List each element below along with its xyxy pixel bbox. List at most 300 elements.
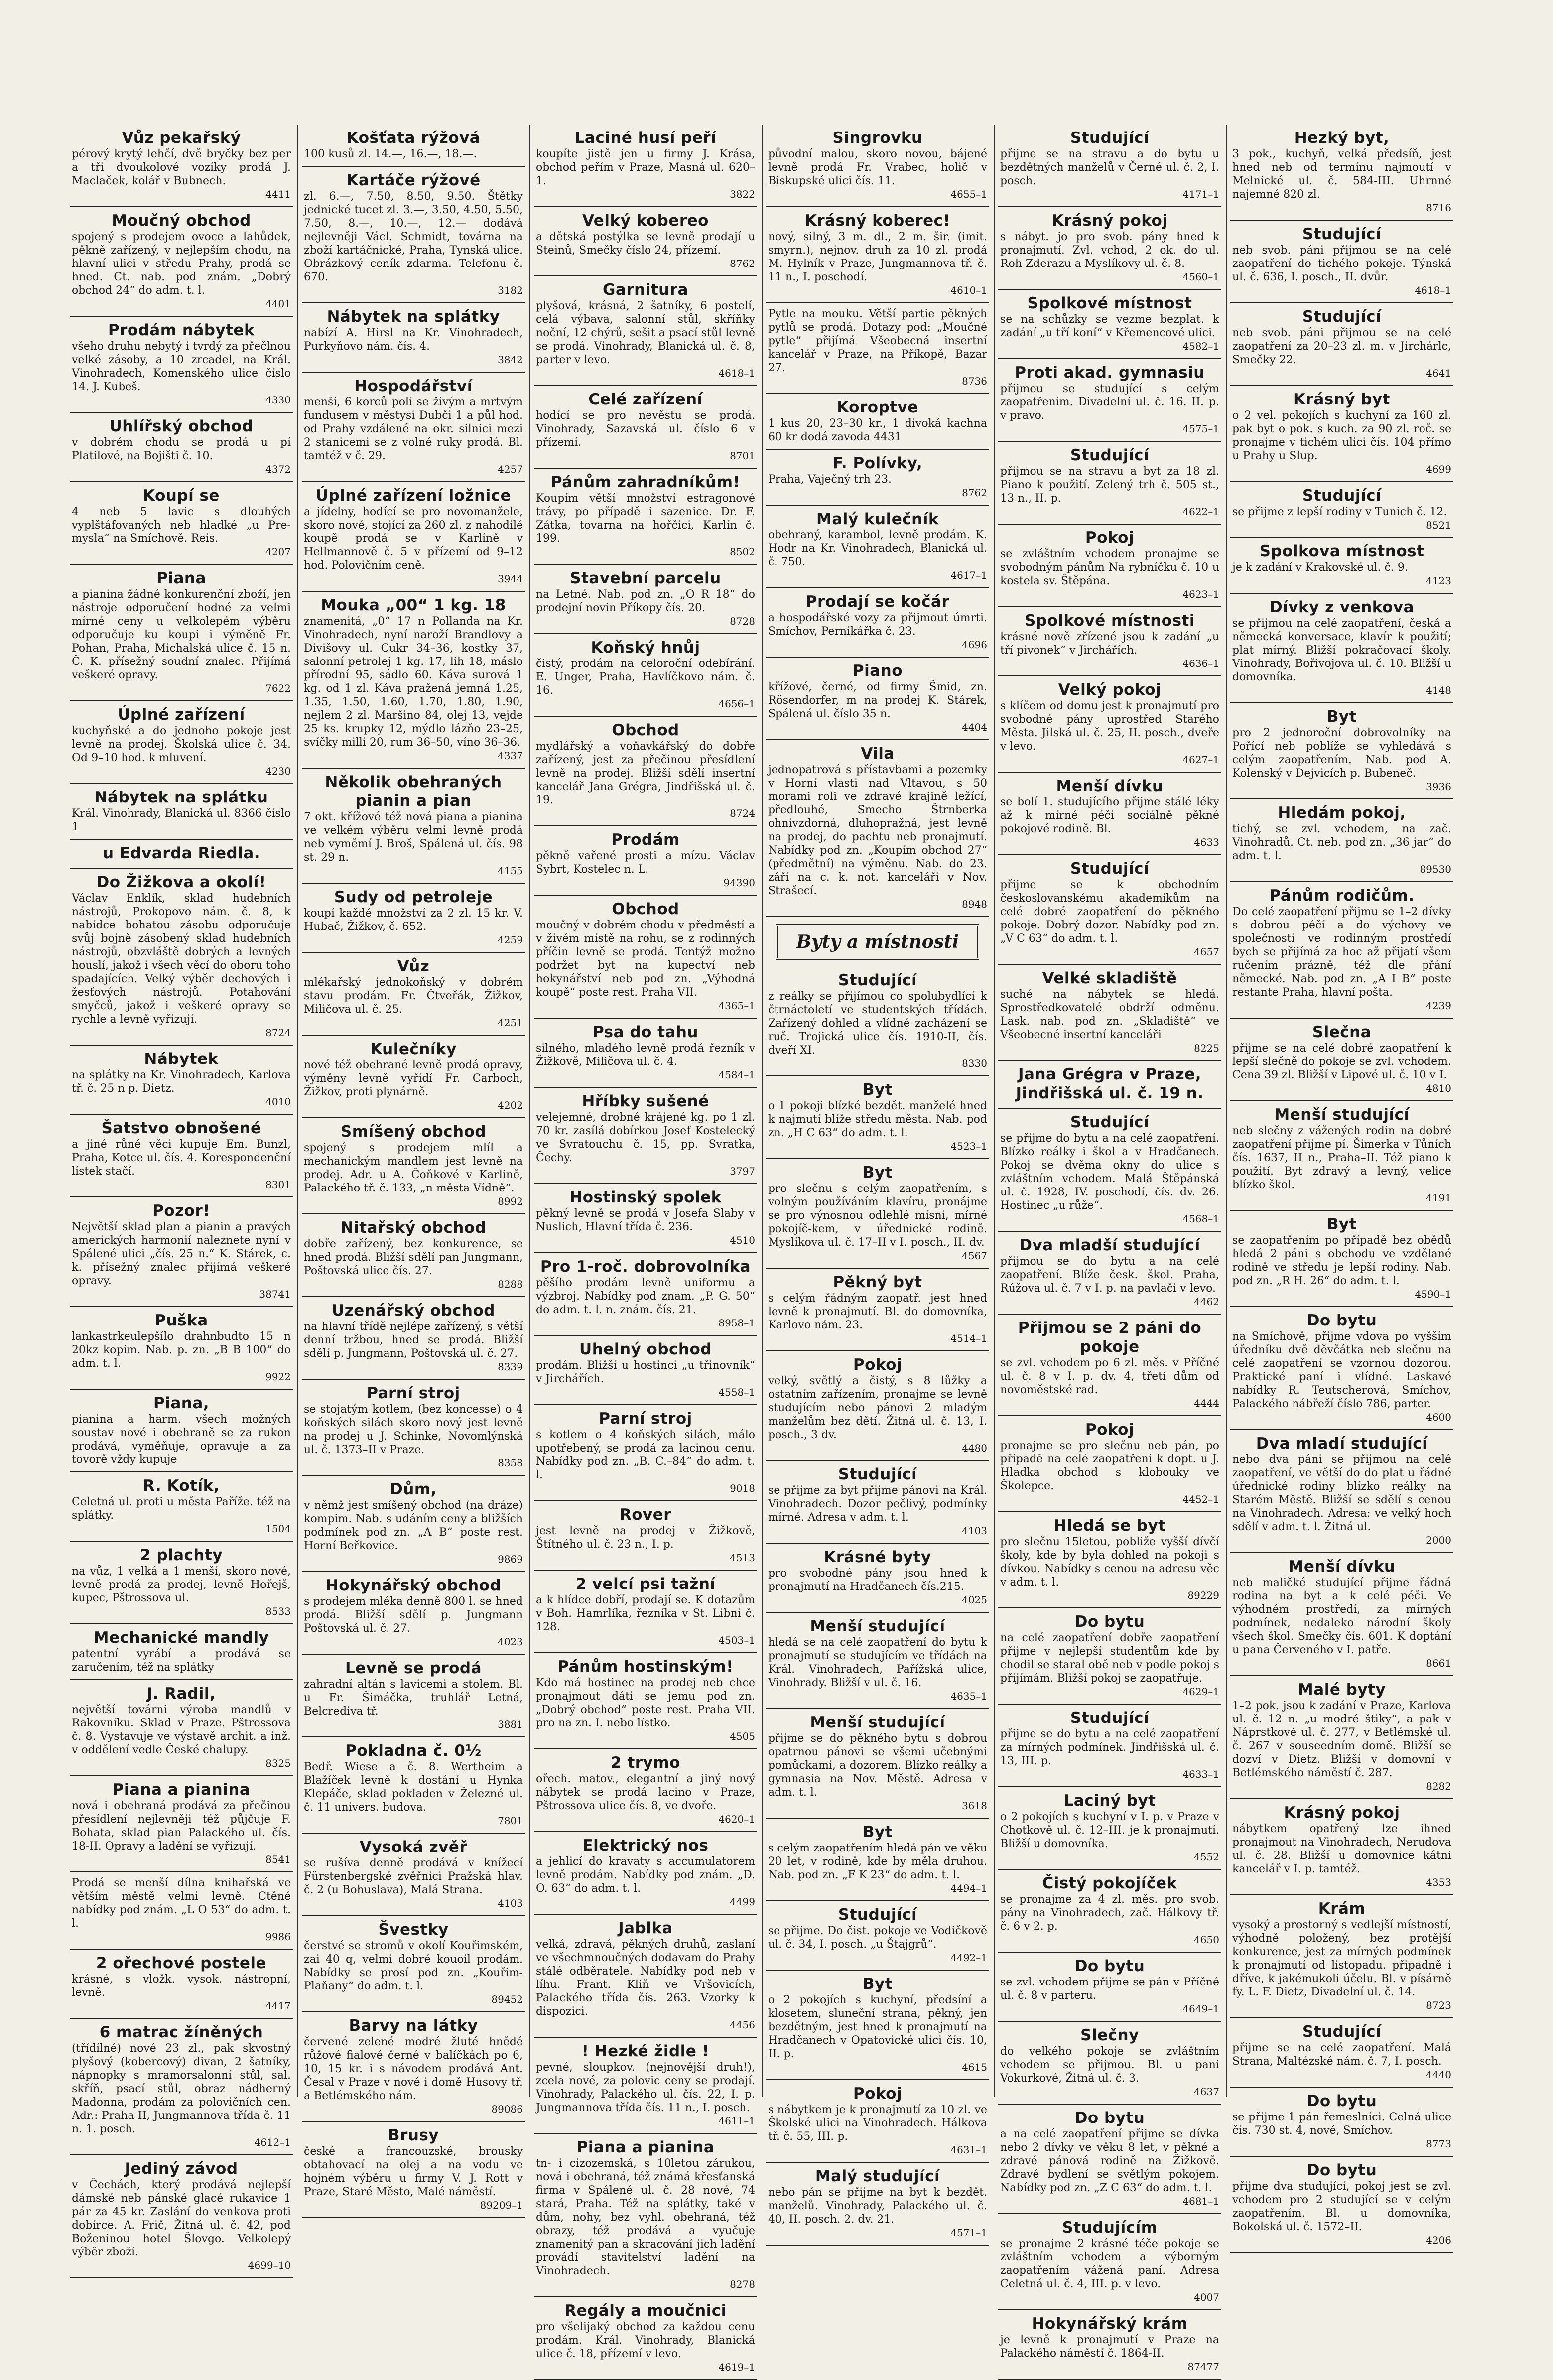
ad-body: nebo pán se přijme na byt k bezdět. manželů. Vinohrady, Palackého ul. č. 40, II. posch. 2. dv. 21. xyxy=(768,2186,987,2226)
ad-body: 100 kusů zl. 14.—, 16.—, 18.—. xyxy=(304,148,477,160)
ad-reference-number: 4202 xyxy=(498,1099,523,1111)
ad-body: velká, zdravá, pěkných druhů, zaslaní ve všechmnoučných dodavam do Prahy stálé odběratele. Nabídky pod neb v líhu. Frant. Kliň ve Vršovicích, Palackého třída čís. 263. Vzorky k dispozici. xyxy=(536,1938,755,2018)
classified-ad xyxy=(1230,882,1453,1019)
ad-heading: Krám xyxy=(1318,1900,1366,1918)
ad-body: neb slečny z vážených rodin na dobré zaopatření přijme pí. Šimerka v Tůních čís. 1637, II n., Praha–II. Též piano k použití. Byt zdravý a levný, velice blízko škol. xyxy=(1232,1125,1451,1191)
ad-heading: Prodám nábytek xyxy=(108,321,255,339)
classified-ad xyxy=(534,1019,757,1088)
ad-reference-number: 4023 xyxy=(498,1636,523,1648)
ad-reference-number: 3881 xyxy=(498,1719,523,1730)
classified-ad xyxy=(534,896,757,1019)
classified-ad xyxy=(534,565,757,634)
ad-reference-number: 8723 xyxy=(1426,1999,1451,2011)
ad-body: o 2 pokojích s kuchyní v I. p. v Praze v Chotkově ul. č. 12–III. je k pronajmutí. Bližší u domovníka. xyxy=(1000,1811,1219,1850)
classified-ad xyxy=(534,1336,757,1405)
ad-heading: Studující xyxy=(1302,487,1382,505)
ad-reference-number: 8301 xyxy=(265,1179,291,1190)
ad-reference-number: 8282 xyxy=(1426,1780,1451,1792)
ad-body: přijme se do bytu a na celé zaopatření za mírných podmínek. Jindřišská ul. č. 13, III. p. xyxy=(1000,1728,1219,1767)
ad-heading: Prodají se kočár xyxy=(805,593,950,611)
classified-ad xyxy=(302,303,525,373)
classified-ad xyxy=(766,2163,989,2246)
classified-ad xyxy=(766,1076,989,1159)
classified-ad xyxy=(766,394,989,450)
ad-heading: Menší dívku xyxy=(1288,1558,1396,1576)
ad-reference-number: 87477 xyxy=(1187,2361,1219,2373)
ad-reference-number: 4558–1 xyxy=(718,1386,755,1398)
ad-heading: Jediný závod xyxy=(125,2160,238,2178)
ad-body: s celým zaopatřením hledá pán ve věku 20 let, v rodině, kde by měla druhou. Nab. pod zn. „F K 23“ do adm. t. l. xyxy=(768,1842,987,1881)
ad-reference-number: 4612–1 xyxy=(254,2136,291,2148)
classified-ad xyxy=(534,1571,757,1653)
ad-reference-number: 4155 xyxy=(498,865,523,877)
classified-ad xyxy=(70,2155,293,2278)
classified-ad xyxy=(70,1472,293,1542)
ad-heading: Studující xyxy=(1070,860,1150,878)
ad-body: nová i obehraná prodává za přečinou přesídlení nejlevněji též půjčuje F. Bohata, sklad pian Palackého ul. čís. 18-II. Opravy a ladění se vyřizují. xyxy=(72,1800,291,1852)
ad-heading: Hříbky sušené xyxy=(582,1092,709,1110)
ad-heading: 2 trymo xyxy=(611,1754,680,1772)
classified-ad xyxy=(534,1915,757,2038)
ad-heading: Studující xyxy=(1070,1113,1150,1131)
ad-heading: Piano xyxy=(852,662,903,680)
ad-body: Praha, Vaječný trh 23. xyxy=(768,473,892,486)
ad-heading: Moučný obchod xyxy=(112,212,251,230)
classified-ad xyxy=(766,1159,989,1269)
ad-body: neb svob. páni přijmou se na celé zaopatření do tichého pokoje. Týnská ul. č. 636, I. posch., II. dvůr. xyxy=(1232,244,1451,283)
column-rule xyxy=(1226,125,1227,2097)
classified-ad xyxy=(1230,2018,1453,2088)
classified-ad xyxy=(70,207,293,317)
ad-body: jednopatrová s přístavbami a pozemky v Horní vlasti nad Vltavou, s 50 morami roli ve zdravé krajině ležící, předlouhé, Smecho Štrnberka ohnivzdorná, dluhopražná, jest levně na prodej, do pachtu neb pronajmutí. Nabídky pod zn. „Koupím obchod 27“ (předmětní) na výměnu. Nab. do 23. září na c. k. not. kanceláři v Nov. Strašecí. xyxy=(768,764,987,897)
classified-ad xyxy=(766,1351,989,1461)
ad-heading: Pokoj xyxy=(853,1356,903,1374)
ad-heading: Parní stroj xyxy=(599,1410,692,1428)
ad-heading: Nábytek xyxy=(144,1050,219,1068)
classified-ad xyxy=(70,1197,293,1307)
ad-body: přijme se k obchodním českoslovanskému akademikům na celé dobré zaopatření do pěkného pokoje. Dobrý dozor. Nabídky pod zn. „V C 63“ do adm. t. l. xyxy=(1000,879,1219,945)
ad-reference-number: 4681–1 xyxy=(1182,2195,1219,2207)
ad-reference-number: 8661 xyxy=(1426,1657,1451,1669)
ad-reference-number: 4571–1 xyxy=(950,2227,987,2239)
classified-ad xyxy=(998,1061,1221,1109)
ad-body: Prodá se menší dílna knihařská ve větším městě velmi levně. Ctěné nabídky pod znám. „L O 53“ do adm. t. l. xyxy=(72,1877,291,1930)
ad-body: v Čechách, který prodává nejlepší dámské neb pánské glacé rukavice 1 pár za 45 kr. Zaslání do venkova proti dobírce. A. Frič, Žitná ul. č. 42, pod Boženinou hotel Šlovgo. Velkolepý výběr zboží. xyxy=(72,2179,291,2258)
ad-reference-number: 8948 xyxy=(962,898,987,910)
classified-ad xyxy=(534,2038,757,2134)
ad-heading: Do Žižkova a okolí! xyxy=(96,873,266,891)
ad-body: s nábytkem je k pronajmutí za 10 zl. ve Školské ulici na Vinohradech. Hálkova tř. č. 55, III. p. xyxy=(768,2104,987,2143)
ad-reference-number: 89229 xyxy=(1187,1589,1219,1601)
ad-reference-number: 8502 xyxy=(730,546,755,558)
ad-reference-number: 4257 xyxy=(498,463,523,475)
ad-body: pěšího prodám levně uniformu a výzbroj. Nabídky pod znam. „P. G. 50“ do adm. t. l. n. znám. čís. 21. xyxy=(536,1277,755,1316)
ad-body: kuchyňské a do jednoho pokoje jest levně na prodej. Školská ulice č. 34. Od 9–10 hod. k mluvení. xyxy=(72,725,291,764)
ad-heading: Do bytu xyxy=(1306,2092,1377,2110)
classified-ad xyxy=(1230,594,1453,703)
ad-body: krásné, s vložk. vysok. nástropní, levně. xyxy=(72,1973,291,1999)
classified-ad xyxy=(534,1501,757,1571)
ad-body: nový, silný, 3 m. dl., 2 m. šir. (imit. smyrn.), nejnov. druh za 10 zl. prodá M. Hylník v Praze, Jungmannova tř. č. 11 n., I. poschodí. xyxy=(768,231,987,283)
ad-heading: Levně se prodá xyxy=(345,1659,482,1677)
ad-body: prodám. Bližší u hostinci „u třinovník“ v Jirchářích. xyxy=(536,1359,755,1385)
classified-ad xyxy=(766,1901,989,1971)
ad-body: s nábyt. jo pro svob. pány hned k pronajmutí. Zvl. vchod, 2 ok. do ul. Roh Zderazu a Myslíkovy ul. č. 8. xyxy=(1000,231,1219,270)
ad-heading: Krásný byt xyxy=(1294,391,1390,408)
ad-heading: Do bytu xyxy=(1074,1613,1145,1631)
ad-body: Do celé zaopatření přijmu se 1–2 dívky s dobrou péčí a do výchovy ve společnosti ve rodinným prostředí bych se přijímá za hoc až přijatí všem ručením prázně, též dle přání německé. Nab. pod zn. „A I B“ poste restante Praha, hlavní pošta. xyxy=(1232,906,1451,999)
ad-body: nábytkem opatřený lze ihned pronajmout na Vinohradech, Nerudova ul. č. 28. Bližší u domovnice kátni kancelář v I. p. tamtéž. xyxy=(1232,1823,1451,1875)
classified-ad xyxy=(534,634,757,717)
ad-body: koupíte jistě jen u firmy J. Krása, obchod peřím v Praze, Masná ul. 620–1. xyxy=(536,148,755,187)
ad-heading: Pánům hostinským! xyxy=(557,1658,734,1676)
classified-ad xyxy=(534,826,757,896)
ad-reference-number: 3842 xyxy=(498,354,523,366)
ad-heading: Uhlířský obchod xyxy=(109,417,254,435)
classified-ad xyxy=(998,442,1221,525)
ad-heading: Byt xyxy=(1326,708,1357,726)
ad-reference-number: 4462 xyxy=(1194,1296,1219,1308)
ad-heading: Menší dívku xyxy=(1056,777,1164,795)
ad-reference-number: 4657 xyxy=(1194,946,1219,958)
ad-body: z reálky se přijímou co spolubydlící k čtrnáctoletí ve studentských třídách. Zařízený dohled a vlídné zacházení se ruč. Trojická ulice čís. 1910-II, čís. dveří XI. xyxy=(768,990,987,1057)
ad-heading: Nábytek na splátku xyxy=(94,789,268,806)
classified-ad xyxy=(70,1307,293,1390)
ad-reference-number: 4610–1 xyxy=(950,284,987,296)
classified-ad xyxy=(998,855,1221,965)
ad-reference-number: 4635–1 xyxy=(950,1690,987,1702)
ad-reference-number: 4103 xyxy=(962,1525,987,1537)
ad-body: krásné nově zřízené jsou k zadání „u tří pivonek“ v Jirchářích. xyxy=(1000,631,1219,657)
ad-heading: Rover xyxy=(619,1506,672,1524)
classified-ad xyxy=(998,773,1221,855)
ad-reference-number: 2000 xyxy=(1426,1534,1451,1546)
ad-body: do velkého pokoje se zvláštním vchodem se přijmou. Bl. u pani Vokurkové, Žitná ul. č. 3. xyxy=(1000,2045,1219,2085)
classified-ad xyxy=(70,125,293,207)
ad-heading: Velký pokoj xyxy=(1058,681,1162,699)
classified-ad xyxy=(534,1405,757,1501)
ad-heading: Koroptve xyxy=(837,398,918,416)
ad-reference-number: 38741 xyxy=(259,1288,291,1300)
ad-reference-number: 3797 xyxy=(730,1165,755,1177)
ad-heading: Dva mladší studující xyxy=(1019,1236,1200,1254)
classified-ad xyxy=(1230,2088,1453,2157)
classified-ad xyxy=(302,1297,525,1380)
classified-ad xyxy=(1230,1430,1453,1553)
classified-ad xyxy=(70,317,293,413)
classified-ad xyxy=(998,1608,1221,1705)
ad-reference-number: 4633 xyxy=(1194,836,1219,848)
ad-heading: Studující xyxy=(1070,129,1150,147)
ad-body: a na celé zaopatření přijme se dívka nebo 2 dívky ve věku 8 let, v pěkné a zdravé pánová rodině na Žižkově. Zdravé bydlení se světlým pokojem. Nabídky pod zn. „Z C 63“ do adm. t. l. xyxy=(1000,2128,1219,2194)
ad-body: koupí každé množství za 2 zl. 15 kr. V. Hubač, Žižkov, č. 652. xyxy=(304,907,523,933)
ad-heading: Piana, xyxy=(153,1394,210,1412)
ad-heading: Studující xyxy=(838,971,917,989)
ad-heading: 2 plachty xyxy=(139,1546,223,1564)
ad-heading: Piana xyxy=(156,569,206,587)
classified-ad xyxy=(70,1680,293,1776)
ad-body: čistý, prodám na celoroční odebírání. E. Unger, Praha, Havlíčkovo nám. č. 16. xyxy=(536,658,755,697)
classified-ad xyxy=(998,1109,1221,1232)
ad-reference-number: 9869 xyxy=(498,1553,523,1565)
ad-body: křížové, černé, od firmy Šmid, zn. Rösendorfer, m na prodej K. Stárek, Spálená ul. číslo 35 n. xyxy=(768,681,987,720)
ad-heading: Studující xyxy=(1070,1709,1150,1727)
ad-body: se přijme do bytu a na celé zaopatření. Blízko reálky i škol a v Hradčanech. Pokoj se dvěma okny do ulice s zvláštním vchodem. Malá Štěpánská ul. č. 1928, IV. poschodí, čís. dv. 26. Hostinec „u růže“. xyxy=(1000,1132,1219,1212)
classified-column-5 xyxy=(998,125,1221,2373)
ad-reference-number: 4810 xyxy=(1426,1082,1451,1094)
ad-heading: 2 ořechové postele xyxy=(96,1954,267,1972)
ad-reference-number: 4123 xyxy=(1426,575,1451,587)
classified-ad xyxy=(1230,303,1453,386)
ad-body: pro všelijaký obchod za každou cenu prodám. Král. Vinohrady, Blanická ulice č. 18, přízemí v levo. xyxy=(536,2321,755,2360)
ad-heading: Barvy na látky xyxy=(349,2017,478,2035)
ad-heading: Parní stroj xyxy=(367,1384,460,1402)
ad-body: pro slečnu 15letou, pobliže vyšší dívčí školy, kde by byla dohled na pokoji s dívkou. Nabídky s cenou na adresu věc v adm. t. l. xyxy=(1000,1536,1219,1588)
ad-body: vysoký a prostorný s vedlejší místností, výhodně položený, bez protější konkurence, jest za mírných podmínek k pronajmutí od listopadu. připadně i dříve, k jakémukoli účelu. Bl. v písárně fy. L. F. Dietz, Divadelní ul. č. 14. xyxy=(1232,1919,1451,1998)
ad-heading: Do bytu xyxy=(1306,2161,1377,2179)
ad-body: Král. Vinohrady, Blanická ul. 8366 číslo 1 xyxy=(72,807,291,833)
ad-reference-number: 4523–1 xyxy=(950,1140,987,1152)
ad-heading: Pokoj xyxy=(853,2085,903,2103)
classified-ad xyxy=(766,207,989,303)
ad-body: pianina a harm. všech možných soustav nové i obehraně se za rukon prodává, vyměňuje, opravuje a za tovorě vždy kupuje xyxy=(72,1413,291,1466)
ad-heading: Obchod xyxy=(612,900,679,918)
ad-heading: Studující xyxy=(1302,308,1382,326)
ad-reference-number: 4025 xyxy=(962,1594,987,1606)
ad-body: přijme se na stravu a do bytu u bezdětných manželů v Černé ul. č. 2, I. posch. xyxy=(1000,148,1219,187)
ad-reference-number: 4230 xyxy=(265,765,291,777)
ad-body: Koupím větší množství estragonové trávy, po případě i sazenice. Dr. F. Zátka, tovarna na hořčici, Karlín č. 199. xyxy=(536,492,755,545)
ad-heading: Koupí se xyxy=(143,487,220,505)
ad-body: a pianina žádné konkurenční zboží, jen nástroje odporučení hodné za velmi mírné ceny u velkolepém výběru odporučuje ku koupi i výměně Fr. Pohan, Praha, Michalská ulice č. 15 n. Č. K. přísežný soudní znalec. Přijímá veškeré opravy. xyxy=(72,588,291,681)
ad-body: ořech. matov., elegantní a jiný nový nábytek se prodá lacino v Praze, Pštrossova ulice čís. 8, ve dvoře. xyxy=(536,1773,755,1812)
ad-reference-number: 4103 xyxy=(498,1897,523,1909)
ad-body: hodící se pro nevěstu se prodá. Vinohrady, Sazavská ul. číslo 6 v přízemí. xyxy=(536,409,755,449)
classified-ad xyxy=(998,359,1221,442)
ad-reference-number: 4590–1 xyxy=(1415,1288,1451,1300)
ad-heading: Pro 1-roč. dobrovolníka xyxy=(540,1258,751,1276)
ad-reference-number: 4619–1 xyxy=(718,2361,755,2373)
classified-ad xyxy=(766,1461,989,1544)
ad-heading: Pozor! xyxy=(152,1202,210,1220)
classified-ad xyxy=(1230,1799,1453,1895)
classified-ad xyxy=(998,1315,1221,1416)
ad-reference-number: 4207 xyxy=(265,546,291,558)
classified-ad xyxy=(302,1572,525,1655)
ad-body: obehraný, karambol, levně prodám. K. Hodr na Kr. Vinohradech, Blanická ul. č. 750. xyxy=(768,529,987,568)
ad-body: pérový krytý lehčí, dvě bryčky bez per a tři dvoukolové vozíky prodá J. Maclaček, kolář v Bubnech. xyxy=(72,148,291,187)
ad-reference-number: 9986 xyxy=(265,1931,291,1943)
classified-ad xyxy=(70,565,293,701)
ad-reference-number: 4584–1 xyxy=(718,1069,755,1081)
ad-reference-number: 4452–1 xyxy=(1182,1493,1219,1505)
ad-body: čerstvé se stromů v okolí Kouřimském, zai 40 q, velmi dobré kouoil prodám. Nabídky se prosí pod zn. „Kouřim-Plaňany“ do adm. t. l. xyxy=(304,1940,523,1992)
ad-heading: Do bytu xyxy=(1306,1312,1377,1329)
ad-body: 4 neb 5 lavic s dlouhých vyplštáfovaných neb hladké „u Pre-mysla“ na Smíchově. Reis. xyxy=(72,506,291,545)
ad-heading: Košťata rýžová xyxy=(346,129,481,147)
ad-heading: Kulečníky xyxy=(370,1040,457,1058)
ad-reference-number: 4615 xyxy=(962,2061,987,2073)
ad-body: Václav Enklík, sklad hudebních nástrojů, Prokopovo nám. č. 8, k nabídce bohatou zásobu odporučuje svůj bojně zásobený sklad hudebních nástrojů, obzvláště dobrých a levných houslí, jakož i všech věcí do oboru toho spadajících. Velký výběr dechových i žesťových nástrojů. Potahování smyčců, jakož i veškeré opravy se rychle a levně vyřizují. xyxy=(72,892,291,1026)
ad-heading: Vůz xyxy=(397,957,430,975)
classified-ad xyxy=(302,1036,525,1118)
ad-reference-number: 4365–1 xyxy=(718,1000,755,1012)
ad-heading: ! Hezké židle ! xyxy=(581,2042,710,2060)
ad-reference-number: 3822 xyxy=(730,188,755,200)
classified-ad xyxy=(1230,482,1453,538)
ad-reference-number: 4622–1 xyxy=(1182,506,1219,518)
ad-reference-number: 4637 xyxy=(1194,2086,1219,2098)
classified-ad xyxy=(302,1655,525,1737)
classified-ad xyxy=(1230,221,1453,303)
classified-ad xyxy=(766,125,989,207)
ad-reference-number: 4641 xyxy=(1426,367,1451,379)
ad-reference-number: 8724 xyxy=(265,1027,291,1039)
ad-heading: Dům, xyxy=(390,1480,437,1498)
ad-body: mlékařský jednokoňský v dobrém stavu prodám. Fr. Čtveřák, Žižkov, Miličova ul. č. 25. xyxy=(304,976,523,1016)
classified-ad xyxy=(998,607,1221,676)
ad-reference-number: 4696 xyxy=(962,639,987,651)
ad-reference-number: 89530 xyxy=(1420,863,1451,875)
classified-ad xyxy=(1230,1895,1453,2018)
classified-ad xyxy=(70,840,293,869)
ad-reference-number: 4510 xyxy=(730,1234,755,1246)
classified-ad xyxy=(998,1705,1221,1787)
ad-body: přijme dva studující, pokoj jest se zvl. vchodem pro 2 studující se v celým zaopatřením. Bl. u domovníka, Bokolská ul. č. 1572–II. xyxy=(1232,2180,1451,2233)
ad-body: s klíčem od domu jest k pronajmutí pro svobodné pány uprostřed Starého Města. Jilská ul. č. 25, II. posch., dveře v levo. xyxy=(1000,700,1219,753)
ad-heading: Švestky xyxy=(378,1921,449,1939)
ad-body: a k hlídce dobří, prodají se. K dotazům v Boh. Hamrlíka, řezníka v St. Libni č. 128. xyxy=(536,1594,755,1633)
ad-reference-number: 4699 xyxy=(1426,463,1451,475)
ad-body: se zaopatřením po případě bez obědů hledá 2 páni s obchodu ve vzdělané rodině ve středu je lepší rodiny. Nab. pod zn. „R H. 26“ do adm. t. l. xyxy=(1232,1234,1451,1287)
classified-ad xyxy=(766,506,989,588)
classified-column-2 xyxy=(302,125,525,2211)
ad-heading: Prodám xyxy=(611,831,680,849)
classified-ad xyxy=(70,1542,293,1624)
classified-column-3 xyxy=(534,125,757,2373)
ad-reference-number: 8958–1 xyxy=(718,1317,755,1329)
ad-reference-number: 8724 xyxy=(730,807,755,819)
ad-reference-number: 4494–1 xyxy=(950,1882,987,1894)
classified-ad xyxy=(302,1476,525,1572)
column-rule xyxy=(762,125,763,2097)
ad-reference-number: 8521 xyxy=(1426,519,1451,531)
ad-reference-number: 8762 xyxy=(962,487,987,499)
ad-heading: Studující xyxy=(1302,2023,1382,2041)
ad-reference-number: 4623–1 xyxy=(1182,588,1219,600)
ad-heading: Malý studující xyxy=(815,2167,940,2185)
ad-heading: Úplné zařízení xyxy=(118,706,245,724)
ad-reference-number: 4582–1 xyxy=(1182,340,1219,352)
ad-reference-number: 4239 xyxy=(1426,1000,1451,1012)
ad-heading: Pokoj xyxy=(1085,1421,1135,1439)
ad-heading: Stavební parcelu xyxy=(570,569,721,587)
ad-body: přijmou se na stravu a byt za 18 zl. Piano k použití. Zelený trh č. 505 st., 13 n., II. p. xyxy=(1000,465,1219,505)
ad-reference-number: 4010 xyxy=(265,1096,291,1108)
classified-ad xyxy=(534,386,757,469)
ad-body: červené zelené modré žluté hnědé růžové fialové černé v balíčkách po 6, 10, 15 kr. i s návodem prodává Ant. Česal v Praze v nové i domě Husovy tř. a Betlémského nám. xyxy=(304,2036,523,2102)
ad-reference-number: 4330 xyxy=(265,394,291,406)
ad-body: a dětská postýlka se levně prodají u Steinů, Smečky číslo 24, přízemí. xyxy=(536,231,755,257)
ad-heading: Nitařský obchod xyxy=(340,1219,487,1237)
ad-body: se na schůzky se vezme bezplat. k zadání „u tří koní“ v Křemencové ulici. xyxy=(1000,313,1219,339)
ad-reference-number: 4251 xyxy=(498,1017,523,1029)
column-rule xyxy=(529,125,530,2097)
ad-heading: Slečny xyxy=(1080,2026,1139,2044)
ad-body: suché na nábytek se hledá. Sprostředkovatelé obdrží odměnu. Lask. nab. pod zn. „Skladiště“ ve Všeobecné insertní kanceláři xyxy=(1000,988,1219,1041)
classified-ad xyxy=(998,525,1221,607)
ad-heading: Vila xyxy=(861,745,895,763)
ad-heading: Jana Grégra v Praze, Jindřišská ul. č. 19 n. xyxy=(1016,1065,1204,1102)
ad-reference-number: 8288 xyxy=(498,1278,523,1290)
ad-heading: Studující xyxy=(838,1465,917,1483)
ad-reference-number: 4649–1 xyxy=(1182,2003,1219,2015)
ad-body: na vůz, 1 velká a 1 menší, skoro nové, levně prodá za prodej, levně Hořejš, kupec, Pštrossova ul. xyxy=(72,1565,291,1604)
ad-heading: 6 matrac žíněných xyxy=(99,2023,263,2041)
classified-ad xyxy=(302,1118,525,1214)
ad-body: v dobrém chodu se prodá u pí Platilové, na Bojišti č. 10. xyxy=(72,436,291,462)
classified-ad xyxy=(766,1819,989,1901)
ad-reference-number: 8762 xyxy=(730,258,755,269)
ad-body: přijmou se do bytu a na celé zaopatření. Blíže česk. škol. Praha, Rúžova ul. č. 7 v I. p. na pavlači v levo. xyxy=(1000,1255,1219,1295)
ad-heading: Byt xyxy=(1326,1215,1357,1233)
ad-body: zahradní altán s lavicemi a stolem. Bl. u Fr. Šimáčka, truhlář Letná, Belcrediva tř. xyxy=(304,1678,523,1718)
ad-heading: Studující xyxy=(1302,225,1382,243)
ad-heading: Mouka „00“ 1 kg. 18 xyxy=(321,596,506,614)
ad-body: na hlavní třídě nejlépe zařízený, s větší denní tržbou, hned se prodá. Bližší sdělí p. Jungmann, Poštovská ul. č. 27. xyxy=(304,1321,523,1360)
ad-heading: Byt xyxy=(862,1081,893,1099)
ad-reference-number: 4171–1 xyxy=(1182,188,1219,200)
ad-reference-number: 4655–1 xyxy=(950,188,987,200)
ad-reference-number: 7801 xyxy=(498,1815,523,1827)
ad-heading: Studujícím xyxy=(1062,2219,1158,2237)
ad-heading: Přijmou se 2 páni do pokoje xyxy=(1018,1319,1202,1356)
classified-ad xyxy=(1230,799,1453,882)
classified-ad xyxy=(534,125,757,207)
classified-ad xyxy=(766,967,989,1076)
classified-ad xyxy=(998,1232,1221,1315)
ad-heading: Nábytek na splátky xyxy=(327,308,500,326)
ad-body: pevné, sloupkov. (nejnovější druh!), zcela nové, za polovic ceny se prodají. Vinohrady, Palackého ul. čís. 22, I. p. Jungmannova třída čís. 11 n., I. posch. xyxy=(536,2061,755,2114)
classified-ad xyxy=(302,373,525,482)
classified-ad xyxy=(302,592,525,769)
ad-heading: Byt xyxy=(862,1823,893,1841)
ad-reference-number: 4600 xyxy=(1426,1411,1451,1423)
classified-ad xyxy=(534,207,757,276)
ad-body: se přijmou na celé zaopatření, česká a německá konversace, klavír k použití; plat mírný. Bližší pokračovací školy. Vinohrady, Bořivojova ul. č. 10. Bližší u domovníka. xyxy=(1232,617,1451,683)
ad-body: patentní vyrábí a prodává se zaručením, též na splátky xyxy=(72,1648,291,1674)
ad-reference-number: 8736 xyxy=(962,375,987,387)
classified-ad xyxy=(998,1512,1221,1608)
ad-body: české a francouzské, brousky obtahovací na olej a na vodu ve hojném výběru u firmy V. J. Rott v Praze, Staré Město, Malé náměstí. xyxy=(304,2145,523,2198)
ad-body: v němž jest smíšený obchod (na dráze) kompim. Nab. s udáním ceny a bližších podmínek pod zn. „A B“ poste rest. Horní Beřkovice. xyxy=(304,1499,523,1552)
classified-ad xyxy=(534,1832,757,1915)
classified-ad xyxy=(70,784,293,840)
classified-ad xyxy=(70,2019,293,2155)
ad-reference-number: 8716 xyxy=(1426,202,1451,214)
classified-ad xyxy=(302,1214,525,1297)
ad-reference-number: 4656–1 xyxy=(718,698,755,710)
classified-ad xyxy=(766,1709,989,1819)
ad-heading: Studující xyxy=(838,1906,917,1924)
ad-body: nové též obehrané levně prodá opravy, výměny levně vyřídí Fr. Carboch, Žižkov, proti plynárně. xyxy=(304,1059,523,1098)
ad-heading: Velké skladiště xyxy=(1042,969,1177,987)
ad-heading: Uhelný obchod xyxy=(579,1340,712,1358)
classified-ad xyxy=(766,1971,989,2080)
ad-reference-number: 4620–1 xyxy=(718,1813,755,1825)
ad-reference-number: 8339 xyxy=(498,1361,523,1373)
ad-heading: Do bytu xyxy=(1074,1957,1145,1975)
